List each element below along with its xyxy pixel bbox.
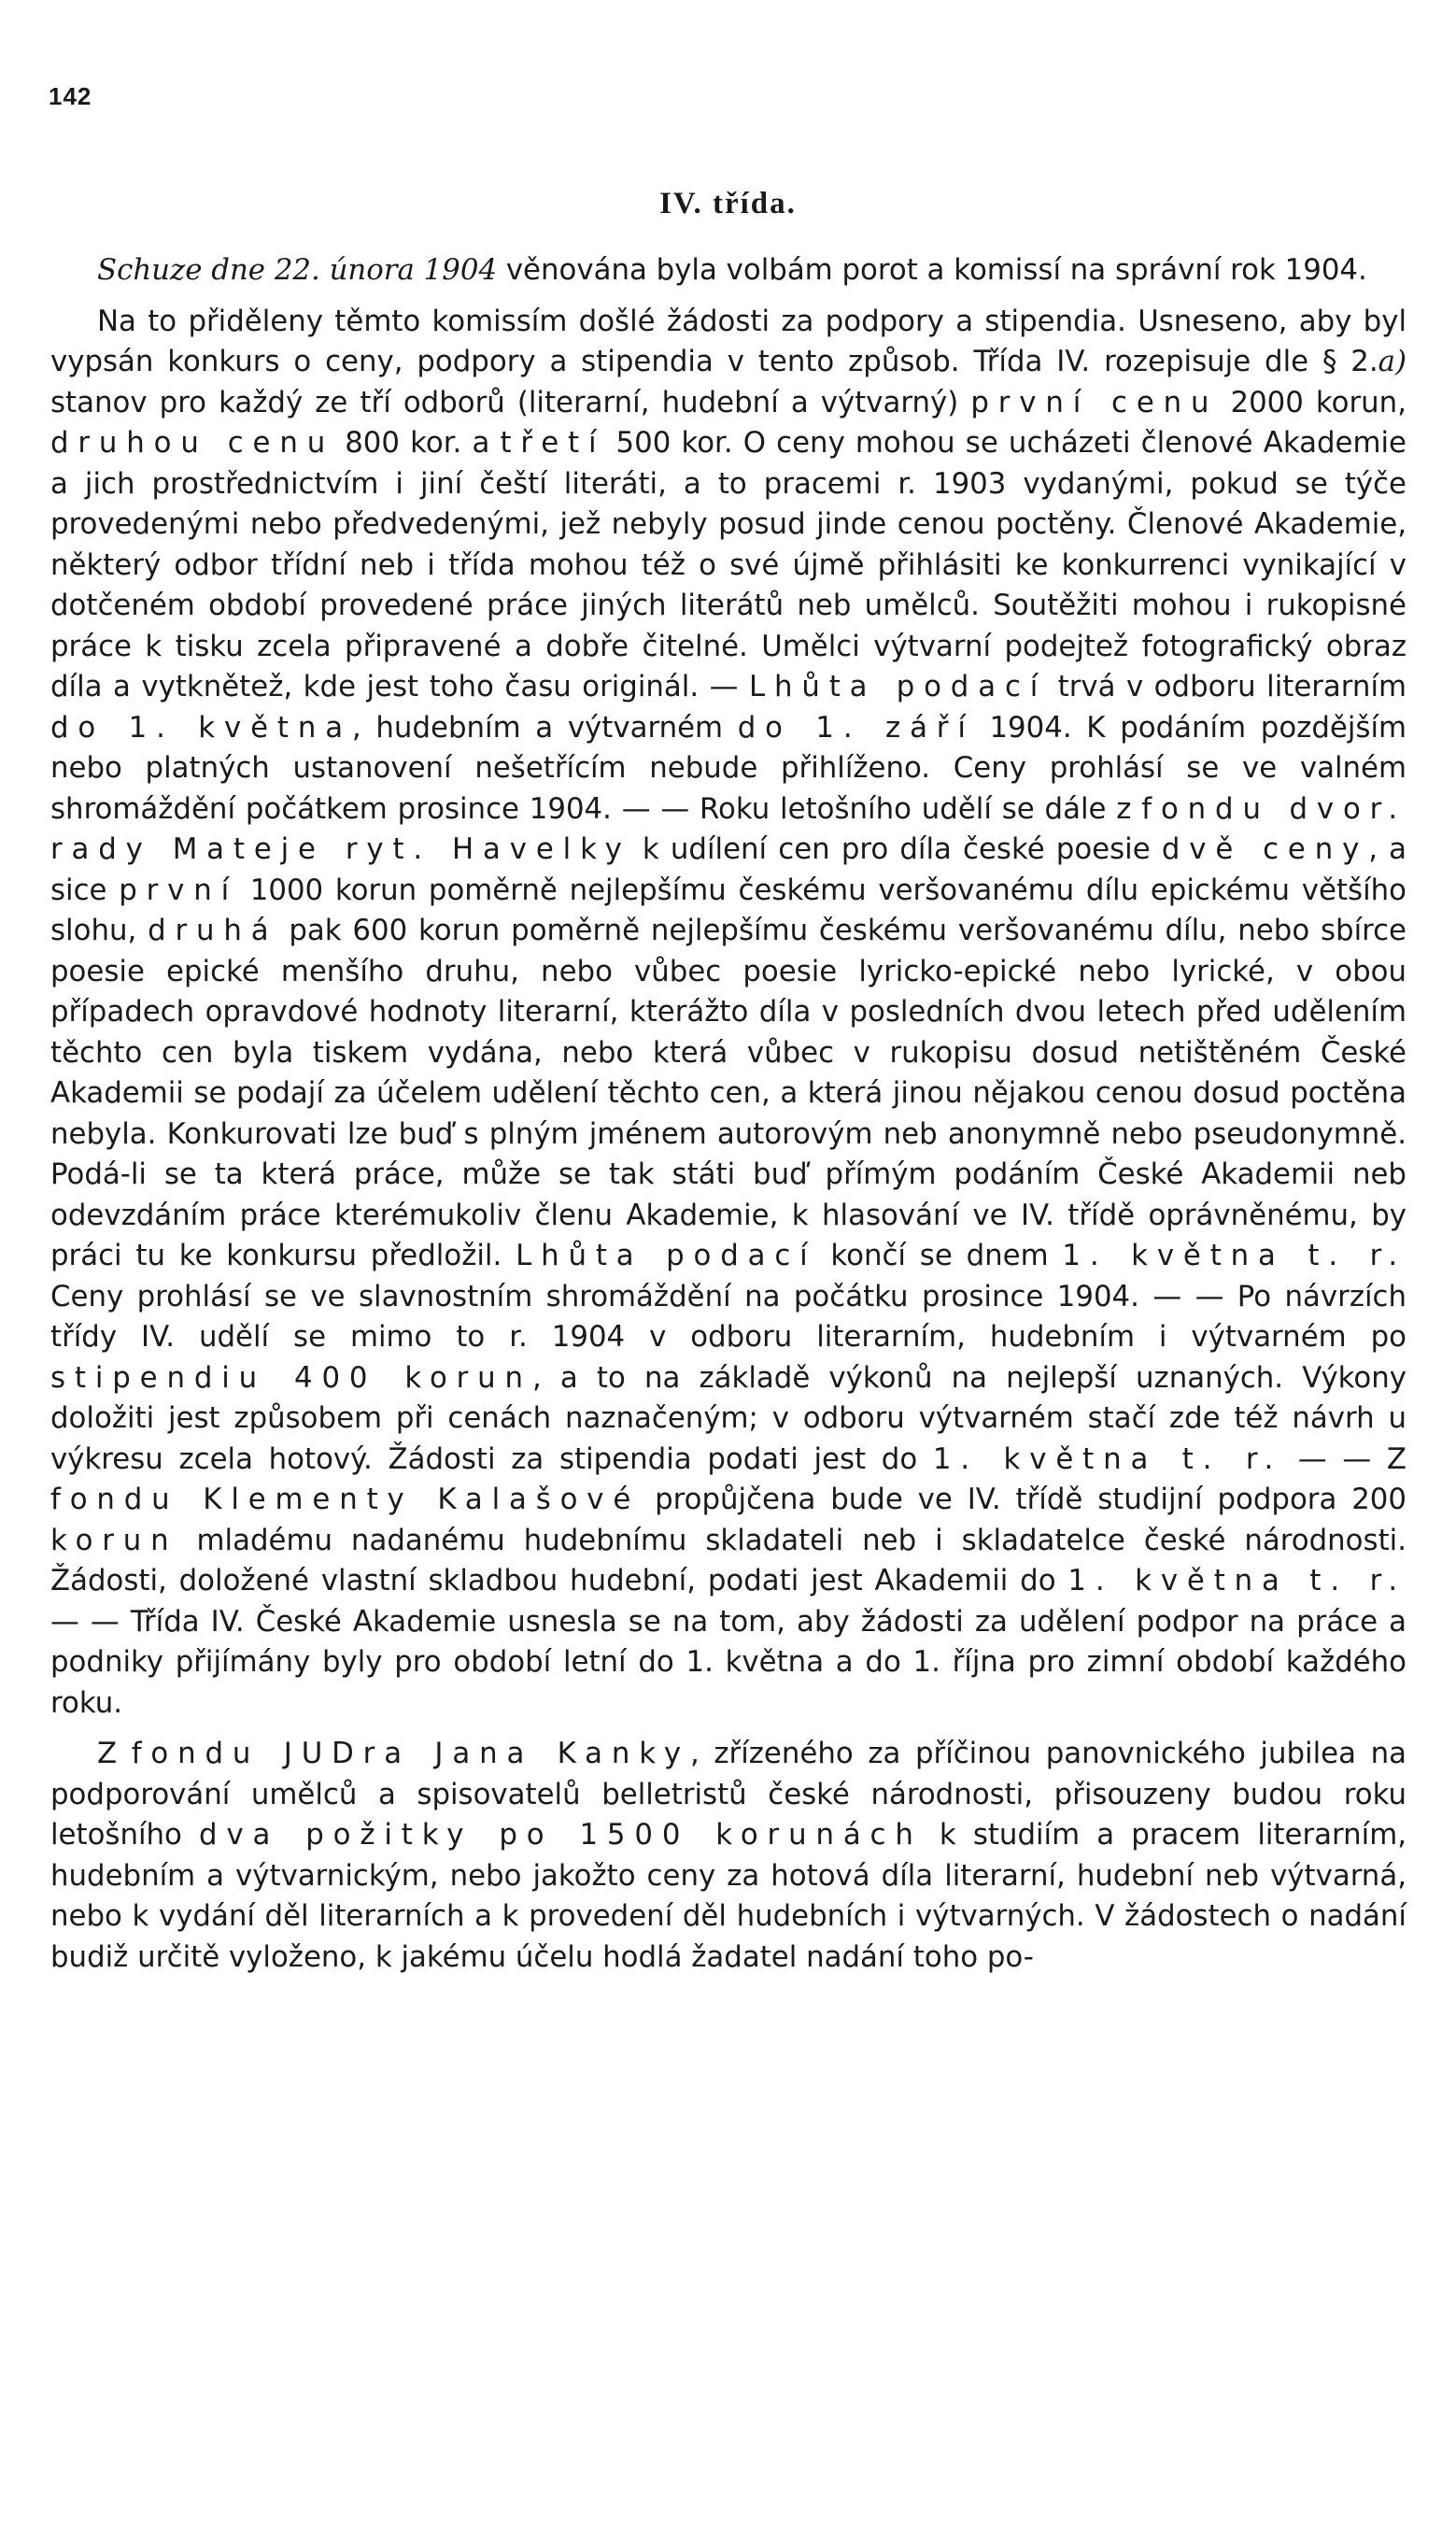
text-run: pak 600 korun poměrně nejlepšímu českému veršovanému dílu, nebo sbírce poesie epické menšího druhu, nebo vůbec poesie lyricko-epické nebo lyrické, v obou případech opravdové hodnoty literarní, kterážto díla v posledních dvou letech před udělením těchto cen byla tiskem vydána, nebo která vůbec v rukopisu dosud netištěném České Akademii se podají za účelem udělení těchto cen, a která jinou nějakou cenou dosud poctěna nebyla. Konkurovati lze buď s plným jménem autorovým neb anonymně nebo pseudonymně. Podá-li se ta která práce, může se tak státi buď přímým podáním České Akademii neb odevzdáním práce kterémukoliv členu Akademie, k hlasování ve IV. třídě oprávněnému, by práci tu ke konkursu předložil.: [50, 914, 1407, 1272]
text-run: , a sice: [50, 832, 1407, 907]
text-run: 2000 korun,: [1218, 385, 1407, 419]
text-run: k studiím a pracem literarním, hudebním a výtvarnickým, nebo jakožto ceny za hotová díla literarní, hudební neb výtvarná, nebo k vydání děl literarních a k provedení děl hudebních i výtvarných. V žádostech o nadání budiž určitě vyloženo, k jakému účelu hodlá žadatel nadání toho po-: [50, 1818, 1407, 1974]
spaced-run: druhou cenu: [50, 426, 335, 460]
paragraph-competition: [50, 302, 1407, 1725]
spaced-run: Lhůta podací: [516, 1239, 817, 1272]
spaced-run: první: [119, 873, 239, 907]
spaced-run: fondu JUDra Jana Kanky: [131, 1737, 690, 1770]
text-run: a): [1378, 345, 1407, 378]
body-text: [50, 250, 1407, 1978]
text-run: , a to na základě výkonů na nejlepší uznaných. Výkony doložiti jest způsobem při cenách naznačeným; v odboru výtvarném stačí zde též návrh u výkresu zcela hotový. Žádosti za stipendia podati jest do: [50, 1360, 1407, 1476]
text-run: Na to přiděleny těmto komissím došlé žádosti za podpory a stipendia. Usneseno, aby byl vypsán konkurs o ceny, podpory a stipendia v tento způsob. Třída IV. rozepisuje dle § 2.: [50, 304, 1407, 378]
page-number: 142: [49, 82, 92, 110]
text-run: stanov pro každý ze tří odborů (literarní, hudební a výtvarný): [50, 385, 971, 419]
spaced-run: 1. května t. r.: [932, 1441, 1283, 1476]
spaced-run: do 1. září: [737, 710, 975, 745]
text-run: propůjčena bude ve IV. třídě studijní podpora 200: [640, 1483, 1407, 1516]
text-run: — — Z: [1282, 1441, 1407, 1476]
session-text: věnována byla volbám porot a komissí na správní rok 1904.: [497, 253, 1367, 287]
text-run: 500 kor. O ceny mohou se ucházeti členové Akademie a jich prostřednictvím i jiní čeští literáti, a to pracemi r. 1903 vydanými, pokud se týče provedenými nebo předvedenými, jež nebyly posud jinde cenou poctěny. Členové Akademie, některý odbor třídní neb i třída mohou též o své újmě přihlásiti ke konkurrenci vynikající v dotčeném období provedené práce jiných literátů neb umělců. Soutěžiti mohou i rukopisné práce k tisku zcela připravené a dobře čitelné. Umělci výtvarní podejtež fotografický obraz díla a vytknětež, kde jest toho času originál. —: [50, 426, 1407, 703]
text-run: , hudebním a výtvarném: [351, 710, 738, 745]
spaced-run: dvě ceny: [1161, 832, 1369, 866]
section-heading: IV. třída.: [659, 187, 797, 220]
text-run: 1000 korun poměrně nejlepšímu českému veršovanému dílu epickému většího slohu,: [50, 873, 1407, 947]
text-run: Ceny prohlásí se ve slavnostním shromáždění na počátku prosince 1904. — — Po návrzích třídy IV. udělí se mimo to r. 1904 v odboru literarním, hudebním i výtvarném po: [50, 1279, 1407, 1354]
spaced-run: fondu dvor. rady Mateje ryt. Havelky: [50, 791, 1407, 866]
text-run: mladému nadanému hudebnímu skladateli neb i skladatelce české národnosti. Žádosti, doložené vlastní skladbou hudební, podati jest Akademii do: [50, 1523, 1407, 1597]
spaced-run: třetí: [500, 426, 606, 460]
text-run: 1904. K podáním pozdějším nebo platných ustanovení nešetřícím nebude přihlíženo. Ceny prohlásí se ve valném shromáždění počátkem prosince 1904. — — Roku letošního udělí se dále z: [50, 710, 1407, 826]
spaced-run: 1. května t. r.: [1062, 1239, 1407, 1272]
session-date: Schuze dne 22. února 1904: [97, 253, 498, 287]
text-run: — — Třída IV. České Akademie usnesla se na tom, aby žádosti za udělení podpor na práce a podniky přijímány byly pro období letní do 1. května a do 1. října pro zimní období každého roku.: [50, 1604, 1407, 1720]
paragraph-kanka-fund: [50, 1734, 1407, 1978]
spaced-run: fondu Klementy Kalašové: [50, 1483, 641, 1516]
paragraph-session: [50, 250, 1407, 291]
text-run: trvá v odboru literarním: [1047, 670, 1407, 703]
text-run: končí se dnem: [816, 1239, 1063, 1272]
spaced-run: druhá: [148, 914, 278, 947]
text-run: 800 kor. a: [334, 426, 501, 460]
spaced-run: dva požitky po 1500 korunách: [199, 1818, 923, 1852]
spaced-run: 1. května t. r.: [1067, 1564, 1407, 1597]
text-run: , zřízeného za příčinou panovnického jubilea na podporování umělců a spisovatelů belletristů české národnosti, přisouzeny budou roku letošního: [50, 1737, 1407, 1852]
text-run: k udílení cen pro díla české poesie: [630, 832, 1162, 866]
spaced-run: korun: [50, 1523, 178, 1557]
spaced-run: do 1. května: [50, 710, 352, 745]
text-run: Z: [97, 1737, 132, 1770]
spaced-run: první cenu: [970, 385, 1219, 419]
spaced-run: stipendiu 400 korun: [50, 1360, 532, 1395]
spaced-run: Lhůta podací: [748, 670, 1048, 703]
